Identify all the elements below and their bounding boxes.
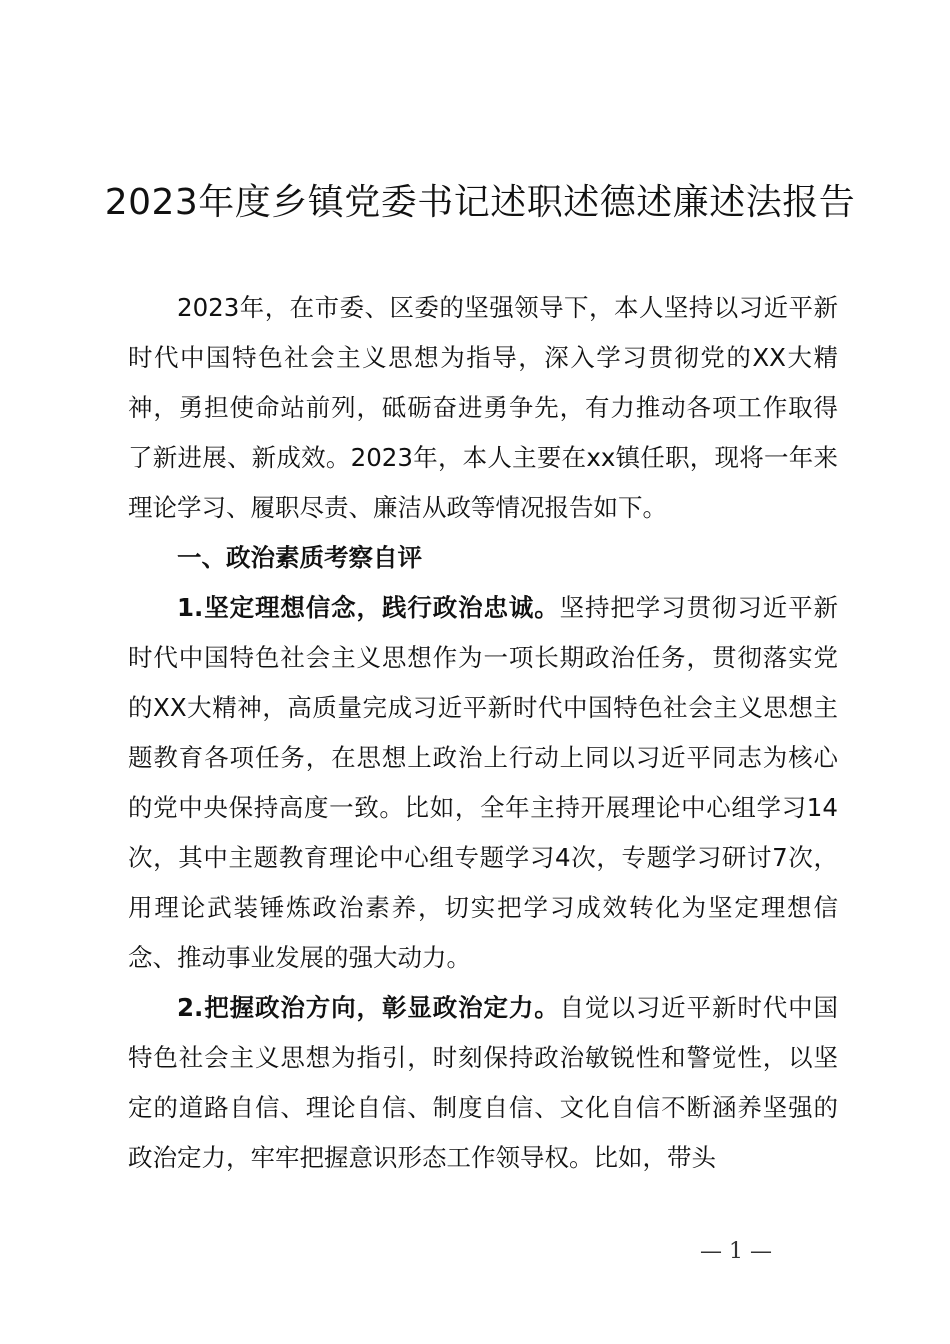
paragraph-text: 坚持把学习贯彻习近平新时代中国特色社会主义思想作为一项长期政治任务，贯彻落实党的XX大精神，高质量完成习近平新时代中国特色社会主义思想主题教育各项任务，在思想上政治上行动上同以习近平同志为核心的党中央保持高度一致。比如，全年主持开展理论中心组学习14次，其中主题教育理论中心组专题学习4次，专题学习研讨7次，用理论武装锤炼政治素养，切实把学习成效转化为坚定理想信念、推动事业发展的强大动力。 (128, 593, 838, 972)
paragraph-text: 自觉以习近平新时代中国特色社会主义思想为指引，时刻保持政治敏锐性和警觉性，以坚定的道路自信、理论自信、制度自信、文化自信不断涵养坚强的政治定力，牢牢把握意识形态工作领导权。比如，带头 (128, 993, 838, 1172)
paragraph-political-loyalty (128, 583, 838, 983)
document-title: 2023年度乡镇党委书记述职述德述廉述法报告 (104, 182, 856, 223)
paragraph-lead: 1.坚定理想信念，践行政治忠诚。 (177, 593, 560, 622)
paragraph-lead: 2.把握政治方向，彰显政治定力。 (177, 993, 560, 1022)
paragraph-political-direction (128, 983, 838, 1183)
page-number: — 1 — (700, 1239, 772, 1264)
intro-paragraph: 2023年，在市委、区委的坚强领导下，本人坚持以习近平新时代中国特色社会主义思想为指导，深入学习贯彻党的XX大精神，勇担使命站前列，砥砺奋进勇争先，有力推动各项工作取得了新进展、新成效。2023年，本人主要在xx镇任职，现将一年来理论学习、履职尽责、廉洁从政等情况报告如下。 (128, 293, 838, 522)
section-heading: 一、政治素质考察自评 (177, 543, 422, 572)
document-body (128, 283, 838, 1183)
